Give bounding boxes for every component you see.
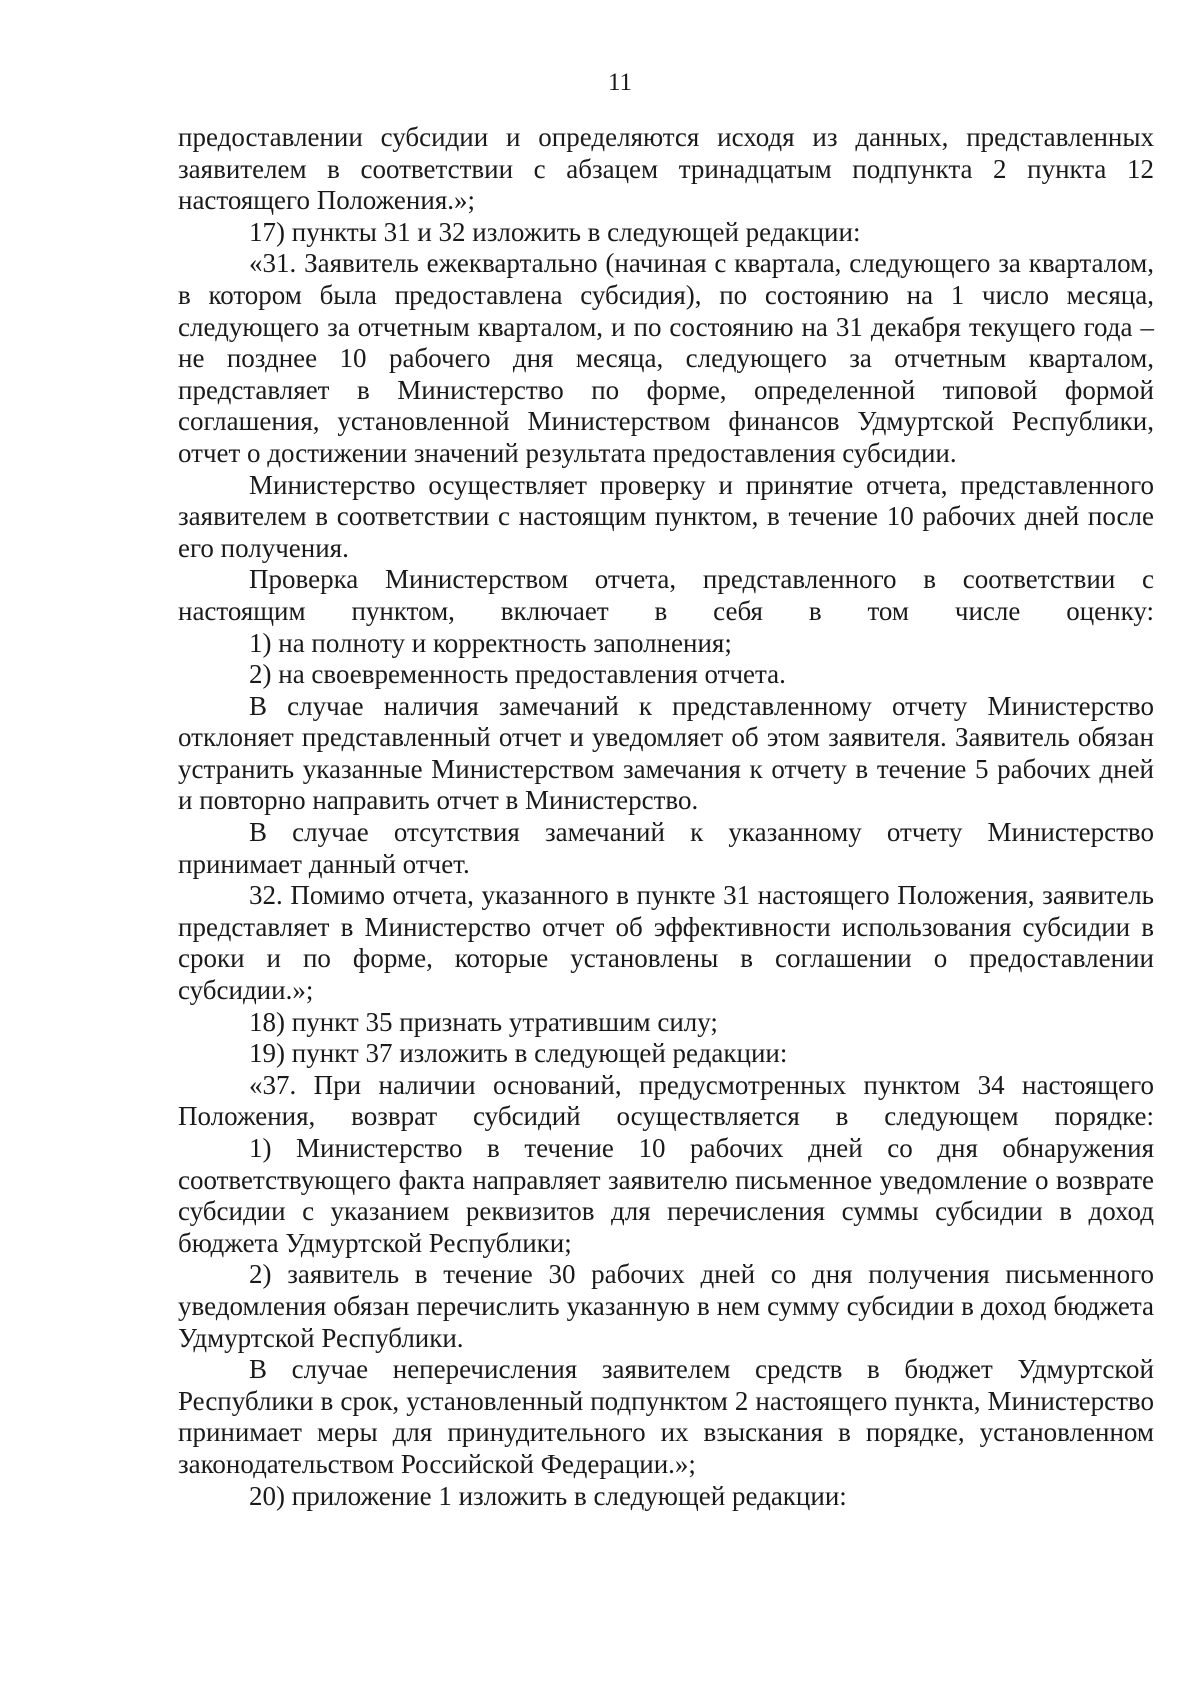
list-item: 2) на своевременность предоставления отчета. <box>249 659 786 690</box>
paragraph: «37. При наличии оснований, предусмотренных пунктом 34 настоящего Положения, возврат субсидий осуществляется в следующем порядке: <box>178 1069 1154 1132</box>
paragraph: 17) пункты 31 и 32 изложить в следующей редакции: <box>249 216 861 247</box>
paragraph: В случае отсутствия замечаний к указанному отчету Министерство принимает данный отчет. <box>178 817 1154 879</box>
paragraph: 20) приложение 1 изложить в следующей редакции: <box>249 1480 847 1511</box>
paragraph: 19) пункт 37 изложить в следующей редакции: <box>249 1038 788 1069</box>
list-item: 2) заявитель в течение 30 рабочих дней со дня получения письменного уведомления обязан перечислить указанную в нем сумму субсидии в доход бюджета Удмуртской Республики. <box>178 1259 1154 1353</box>
paragraph: Проверка Министерством отчета, представленного в соответствии с настоящим пунктом, включает в себя в том числе оценку: <box>178 564 1154 626</box>
paragraph: Министерство осуществляет проверку и принятие отчета, представленного заявителем в соответствии с настоящим пунктом, в течение 10 рабочих дней после его получения. <box>178 469 1154 563</box>
paragraph: В случае наличия замечаний к представленному отчету Министерство отклоняет представленный отчет и уведомляет об этом заявителя. Заявитель обязан устранить указанные Министерством замечания к отчету в течение 5 рабочих дней и повторно направить отчет в Министерство. <box>178 690 1154 816</box>
list-item: 1) Министерство в течение 10 рабочих дней со дня обнаружения соответствующего факта направляет заявителю письменное уведомление о возврате субсидии с указанием реквизитов для перечисления суммы субсидии в доход бюджета Удмуртской Республики; <box>178 1133 1154 1258</box>
list-item: 1) на полноту и корректность заполнения; <box>249 627 732 658</box>
paragraph: предоставлении субсидии и определяются исходя из данных, представленных заявителем в соответствии с абзацем тринадцатым подпункта 2 пункта 12 настоящего Положения.»; <box>178 122 1154 216</box>
paragraph: 18) пункт 35 признать утратившим силу; <box>249 1006 718 1037</box>
paragraph: В случае неперечисления заявителем средств в бюджет Удмуртской Республики в срок, установленный подпунктом 2 настоящего пункта, Министерство принимает меры для принудительного их взыскания в порядке, установленном законодательством Российской Федерации.»; <box>178 1354 1154 1479</box>
paragraph: 32. Помимо отчета, указанного в пункте 31 настоящего Положения, заявитель представляет в Министерство отчет об эффективности использования субсидии в сроки и по форме, которые установлены в соглашении о предоставлении субсидии.»; <box>178 880 1154 1006</box>
paragraph: «31. Заявитель ежеквартально (начиная с квартала, следующего за кварталом, в котором была предоставлена субсидия), по состоянию на 1 число месяца, следующего за отчетным кварталом, и по состоянию на 31 декабря текущего года – не позднее 10 рабочего дня месяца, следующего за отчетным кварталом, представляет в Министерство по форме, определенной типовой формой соглашения, установленной Министерством финансов Удмуртской Республики, отчет о достижении значений результата предоставления субсидии. <box>178 248 1154 468</box>
page-number: 11 <box>607 69 633 96</box>
document-body <box>178 122 1154 1512</box>
